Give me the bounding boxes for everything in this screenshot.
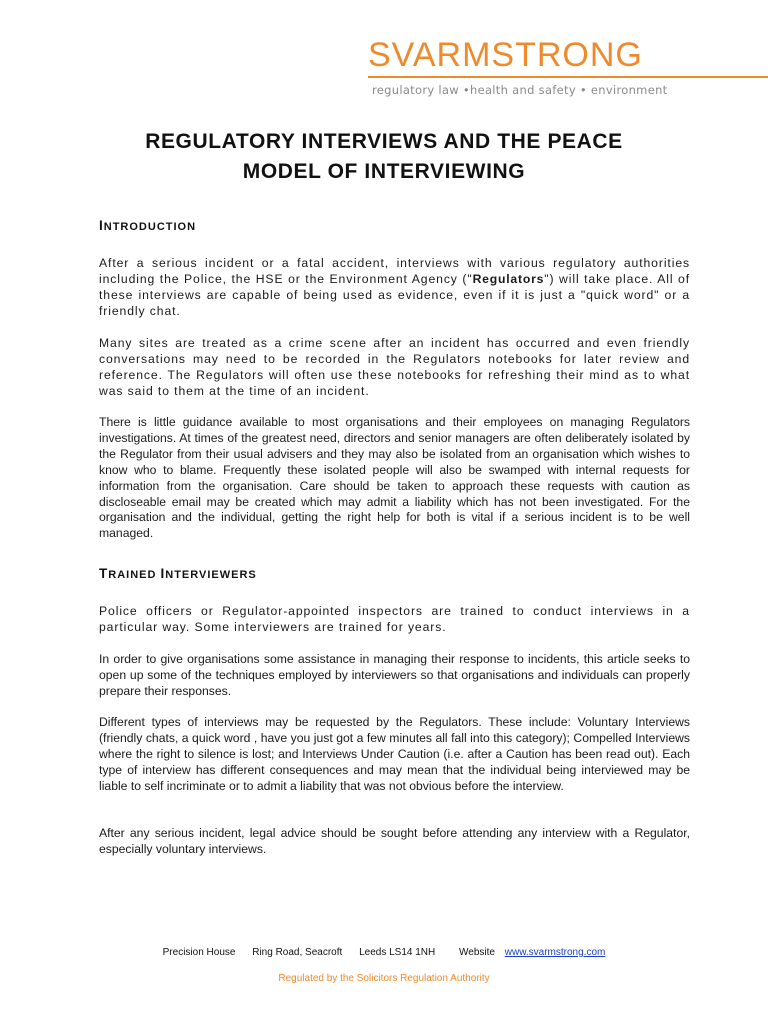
title-line-1: REGULATORY INTERVIEWS AND THE PEACE	[145, 130, 623, 153]
intro-paragraph-1: After a serious incident or a fatal accident, interviews with various regulatory authorities including the Police, the HSE or the Environment Agency ("Regulators") will take place. All of these interviews are capable of being used as evidence, even if it is just a "quick word" or a friendly chat.	[99, 256, 690, 318]
logo-underline	[368, 76, 768, 78]
trained-paragraph-3: Different types of interviews may be requested by the Regulators. These include: Voluntary Interviews (friendly chats, a quick word , have you just got a few minutes all fall into this category); Compelled Interviews where the right to silence is lost; and Interviews Under Caution (i.e. after a Caution has been read out). Each type of interview has different consequences and may mean that the individual being interviewed may be liable to self incriminate or to admit a liability that was not obvious before the interview.	[99, 715, 690, 793]
intro-paragraph-3: There is little guidance available to most organisations and their employees on managing Regulators investigations. At times of the greatest need, directors and senior managers are often deliberately isolated by the Regulator from their usual advisers and they may also be isolated from an organisation which wishes to know who to blame. Frequently these isolated people will also be swamped with internal requests for information from the organisation. Care should be taken to approach these requests with caution as discloseable email may be created which may admit a liability which has not been investigated. For the organisation and the individual, getting the right help for both is vital if a serious incident is to be well managed.	[99, 415, 690, 541]
regulation-notice: Regulated by the Solicitors Regulation Authority	[278, 973, 490, 984]
footer-address-line-2: Ring Road, Seacroft	[252, 947, 343, 958]
trained-paragraph-1: Police officers or Regulator-appointed inspectors are trained to conduct interviews in a particular way. Some interviewers are trained for years.	[99, 604, 690, 634]
title-line-2: MODEL OF INTERVIEWING	[242, 160, 526, 183]
document-title	[80, 127, 688, 187]
logo	[368, 36, 768, 97]
logo-text: SVARMSTRONG	[368, 36, 643, 74]
footer-website	[452, 947, 605, 958]
regulators-term: Regulators	[472, 271, 545, 286]
footer-address-line-1: Precision House	[162, 947, 236, 958]
intro-paragraph-2: Many sites are treated as a crime scene after an incident has occurred and even friendly conversations may need to be recorded in the Regulators notebooks for later review and reference. The Regulators will often use these notebooks for refreshing their mind as to what was said to them at the time of an incident.	[99, 336, 690, 398]
website-link[interactable]: www.svarmstrong.com	[504, 947, 606, 958]
website-label: Website	[459, 947, 495, 958]
section-heading-trained-interviewers: TRAINED INTERVIEWERS	[99, 566, 257, 581]
section-heading-introduction: INTRODUCTION	[99, 218, 197, 233]
footer-address-line-3: Leeds LS14 1NH	[359, 947, 436, 958]
trained-paragraph-4: After any serious incident, legal advice should be sought before attending any interview with a Regulator, especially voluntary interviews.	[99, 826, 690, 856]
trained-paragraph-2: In order to give organisations some assistance in managing their response to incidents, this article seeks to open up some of the techniques employed by interviewers so that organisations and individuals can properly prepare their responses.	[99, 652, 690, 698]
tagline: regulatory law •health and safety • environment	[372, 83, 668, 97]
footer-address	[0, 947, 768, 958]
